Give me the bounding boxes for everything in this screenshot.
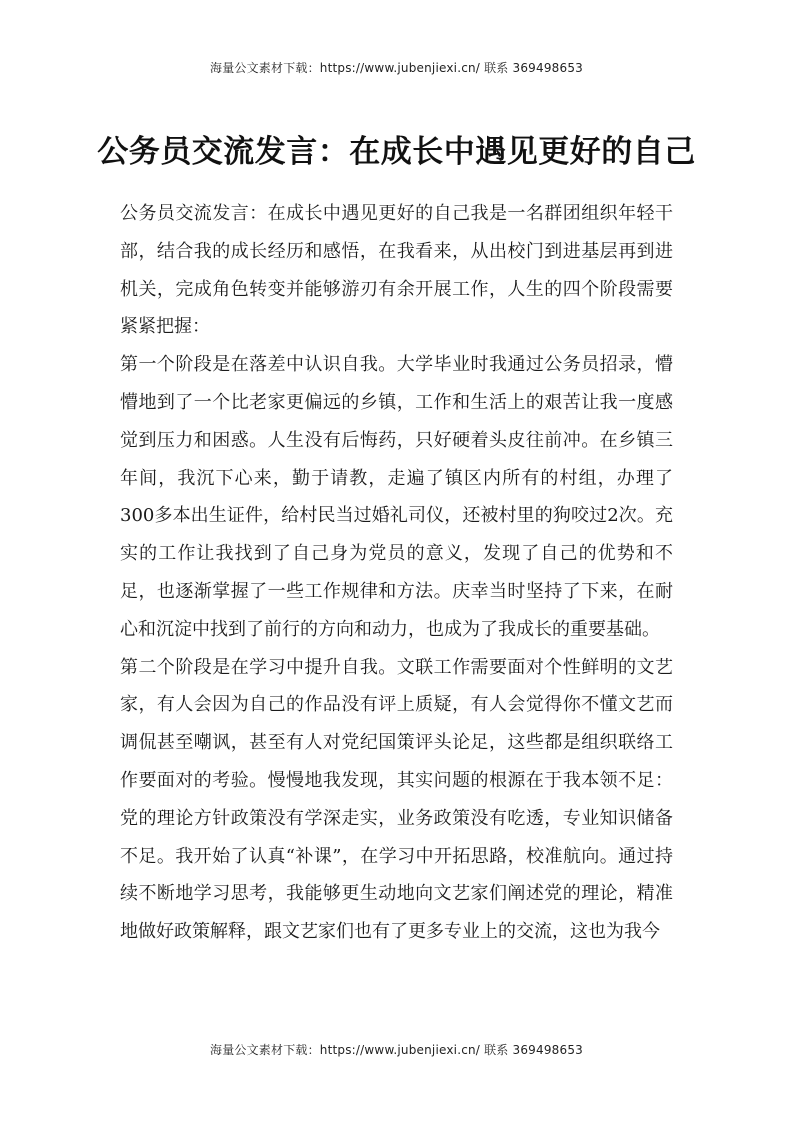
page-header: 海量公文素材下载：https://www.jubenjiexi.cn/ 联系 369498653: [210, 61, 583, 75]
document-title: 公务员交流发言：在成长中遇见更好的自己: [97, 134, 696, 170]
paragraph-intro: 公务员交流发言：在成长中遇见更好的自己我是一名群团组织年轻干部，结合我的成长经历和感悟，在我看来，从出校门到进基层再到进机关，完成角色转变并能够游刃有余开展工作，人生的四个阶段需要紧紧把握：: [120, 203, 673, 338]
paragraph-stage-1: 第一个阶段是在落差中认识自我。大学毕业时我通过公务员招录，懵懵地到了一个比老家更偏远的乡镇，工作和生活上的艰苦让我一度感觉到压力和困惑。人生没有后悔药，只好硬着头皮往前冲。在乡镇三年间，我沉下心来，勤于请教，走遍了镇区内所有的村组，办理了300多本出生证件，给村民当过婚礼司仪，还被村里的狗咬过2次。充实的工作让我找到了自己身为党员的意义，发现了自己的优势和不足，也逐渐掌握了一些工作规律和方法。庆幸当时坚持了下来，在耐心和沉淀中找到了前行的方向和动力，也成为了我成长的重要基础。: [120, 354, 673, 640]
paragraph-stage-2: 第二个阶段是在学习中提升自我。文联工作需要面对个性鲜明的文艺家，有人会因为自己的作品没有评上质疑，有人会觉得你不懂文艺而调侃甚至嘲讽，甚至有人对党纪国策评头论足，这些都是组织联络工作要面对的考验。慢慢地我发现，其实问题的根源在于我本领不足：党的理论方针政策没有学深走实，业务政策没有吃透，专业知识储备不足。我开始了认真“补课”，在学习中开拓思路，校准航向。通过持续不断地学习思考，我能够更生动地向文艺家们阐述党的理论，精准地做好政策解释，跟文艺家们也有了更多专业上的交流，这也为我今: [120, 656, 673, 943]
page-footer: 海量公文素材下载：https://www.jubenjiexi.cn/ 联系 369498653: [210, 1043, 583, 1057]
document-body: [120, 195, 673, 951]
